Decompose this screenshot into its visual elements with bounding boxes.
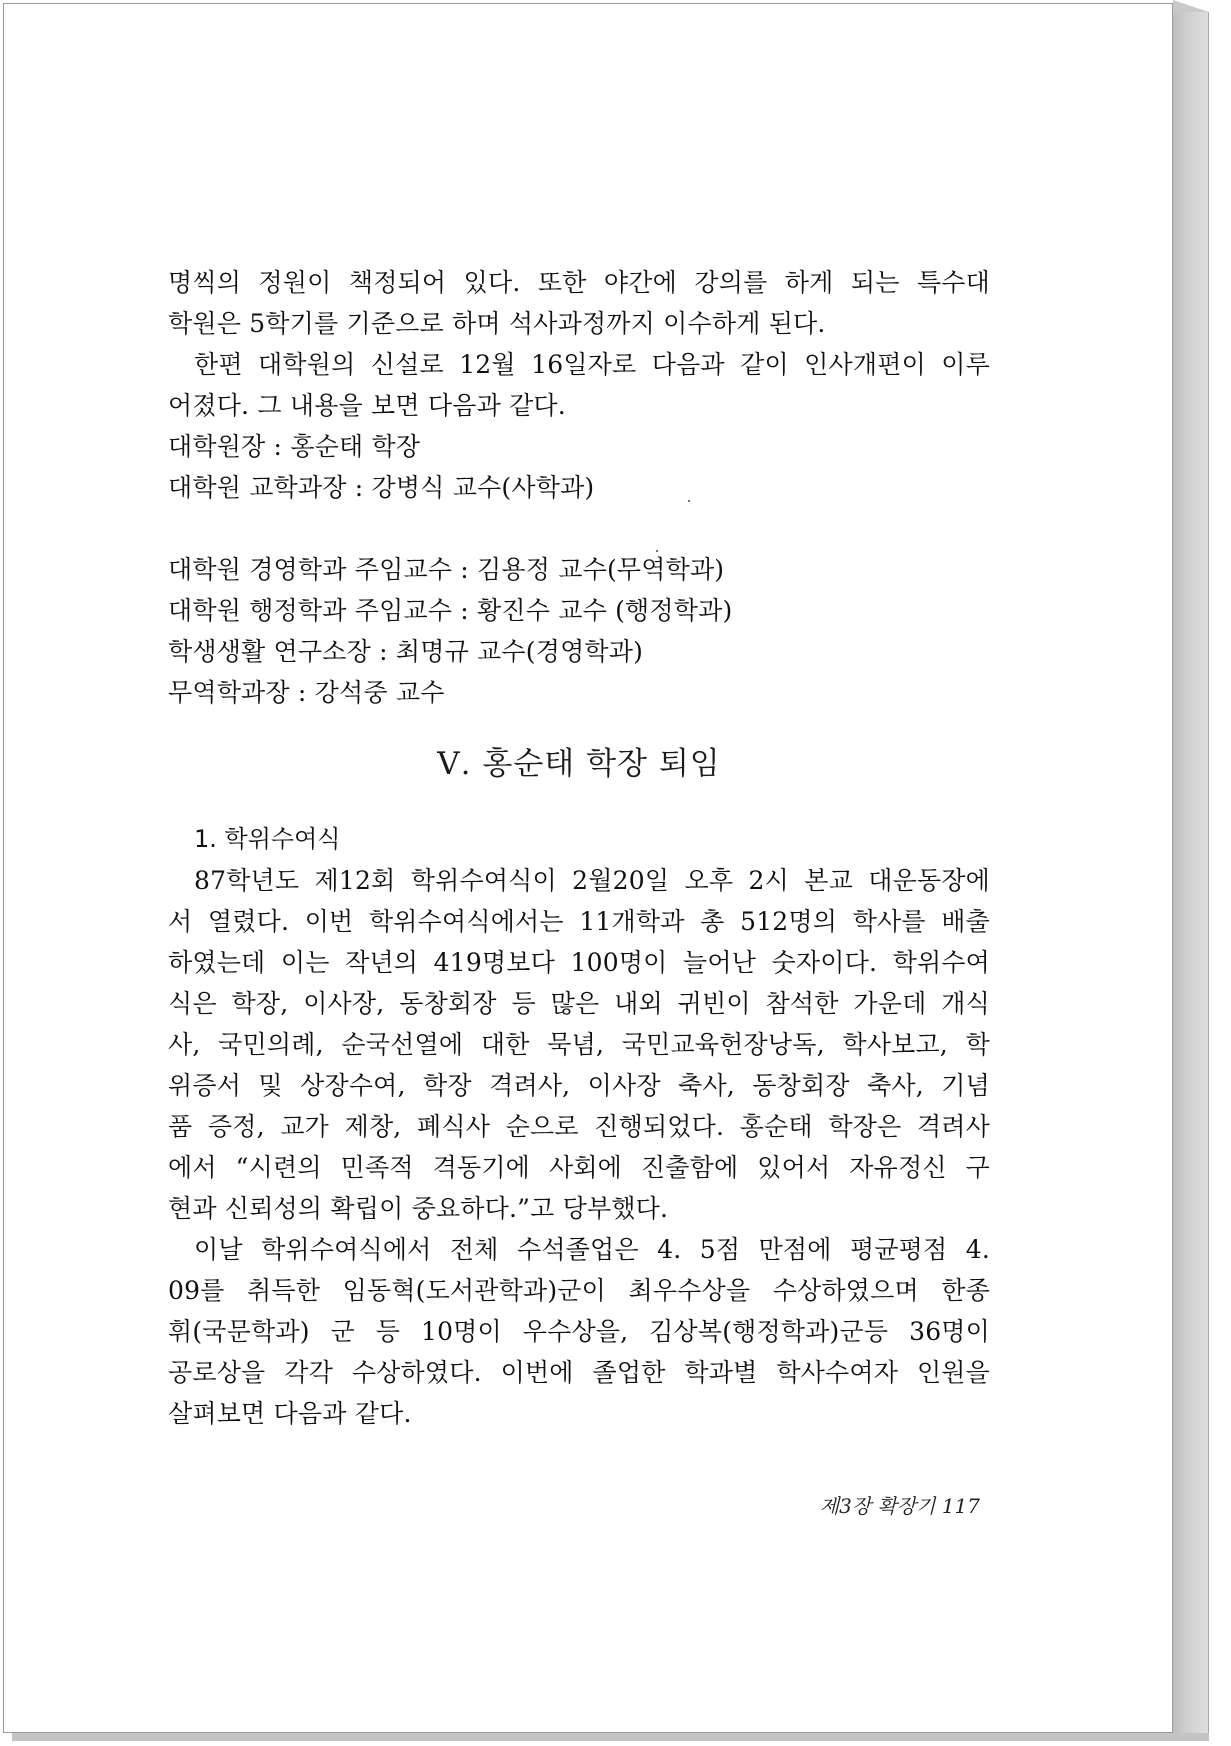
- text-line: 식은 학장, 이사장, 동창회장 등 많은 내외 귀빈이 참석한 가운데 개식: [168, 989, 990, 1018]
- chapter-heading: Ⅴ. 홍순태 학장 퇴임: [437, 746, 721, 782]
- text-line: 87학년도 제12회 학위수여식이 2월20일 오후 2시 본교 대운동장에: [194, 866, 990, 895]
- text-line: 휘(국문학과) 군 등 10명이 우수상을, 김상복(행정학과)군등 36명이: [168, 1317, 990, 1346]
- appointment-line: 학생생활 연구소장 : 최명규 교수(경영학과): [168, 637, 644, 666]
- page-shadow-bottom: [12, 1733, 1209, 1741]
- appointment-line: 대학원장 : 홍순태 학장: [168, 432, 421, 461]
- text-line: 현과 신뢰성의 확립이 중요하다.”고 당부했다.: [168, 1194, 669, 1223]
- scan-speck: [688, 500, 690, 502]
- text-line: 명씩의 정원이 책정되어 있다. 또한 야간에 강의를 하게 되는 특수대: [168, 268, 990, 297]
- text-line: 이날 학위수여식에서 전체 수석졸업은 4. 5점 만점에 평균평점 4.: [194, 1235, 990, 1264]
- appointment-line: 대학원 행정학과 주임교수 : 황진수 교수 (행정학과): [168, 596, 733, 625]
- appointment-line: 무역학과장 : 강석중 교수: [168, 678, 445, 707]
- appointment-line: 대학원 교학과장 : 강병식 교수(사학과): [168, 473, 595, 502]
- text-line: 사, 국민의례, 순국선열에 대한 묵념, 국민교육헌장낭독, 학사보고, 학: [168, 1030, 990, 1059]
- scan-speck: [656, 550, 658, 552]
- text-line: 하였는데 이는 작년의 419명보다 100명이 늘어난 숫자이다. 학위수여: [168, 948, 990, 977]
- text-line: 서 열렸다. 이번 학위수여식에서는 11개학과 총 512명의 학사를 배출: [168, 907, 990, 936]
- text-line: 위증서 및 상장수여, 학장 격려사, 이사장 축사, 동창회장 축사, 기념: [168, 1071, 990, 1100]
- page-shadow-right: [1173, 12, 1209, 1739]
- text-line: 09를 취득한 임동혁(도서관학과)군이 최우수상을 수상하였으며 한종: [168, 1276, 990, 1305]
- section-heading: 1. 학위수여식: [194, 825, 341, 853]
- page-content: [168, 262, 990, 1434]
- text-line: 공로상을 각각 수상하였다. 이번에 졸업한 학과별 학사수여자 인원을: [168, 1358, 990, 1387]
- text-line: 품 증정, 교가 제창, 폐식사 순으로 진행되었다. 홍순태 학장은 격려사: [168, 1112, 990, 1141]
- text-line: 살펴보면 다음과 같다.: [168, 1399, 412, 1428]
- appointment-line: 대학원 경영학과 주임교수 : 김용정 교수(무역학과): [168, 555, 725, 584]
- blank-line: [168, 508, 990, 549]
- page-footer: 제3장 확장기 117: [819, 1494, 980, 1518]
- text-line: 에서 “시련의 민족적 격동기에 사회에 진출함에 있어서 자유정신 구: [168, 1153, 990, 1182]
- text-line: 어졌다. 그 내용을 보면 다음과 같다.: [168, 391, 566, 420]
- text-line: 학원은 5학기를 기준으로 하며 석사과정까지 이수하게 된다.: [168, 309, 826, 338]
- text-line: 한편 대학원의 신설로 12월 16일자로 다음과 같이 인사개편이 이루: [194, 350, 990, 379]
